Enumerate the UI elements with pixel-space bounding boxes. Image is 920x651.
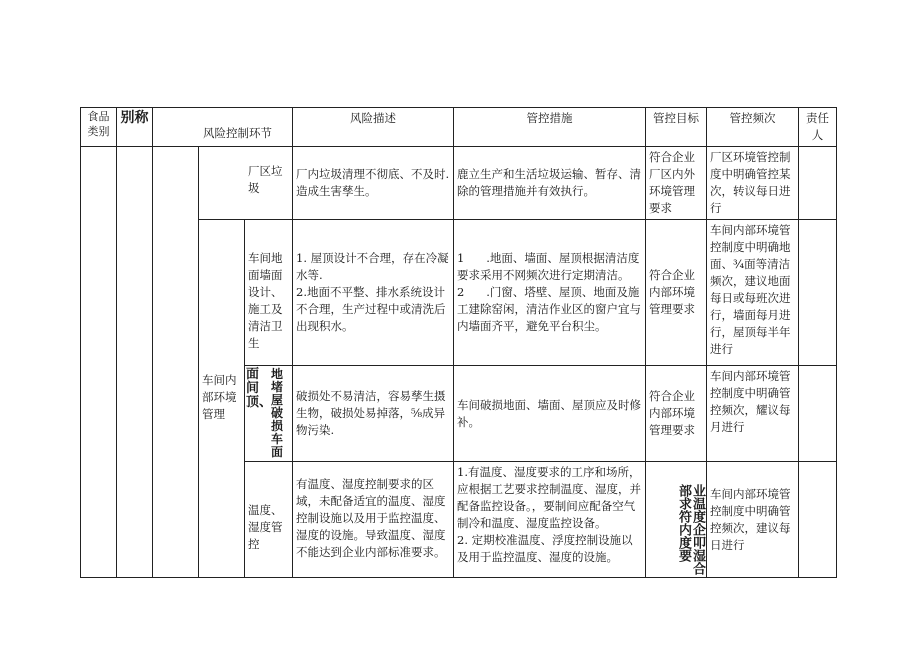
- description-line-1: 1. 屋顶设计不合理，存在冷凝水等.: [296, 251, 449, 282]
- cell-description: 厂内垃圾清理不彻底、不及时.造成生害孳生。: [293, 147, 454, 220]
- measures-line-2: 2. 定期校准温度、浮度控制设施以及用于监控温度、湿度的设施。: [457, 533, 633, 564]
- cell-risk-point: 车间地面墙面设计、施工及清洁卫生: [245, 220, 293, 366]
- cell-target: 符合企业厂区内外环境管理要求: [646, 147, 707, 220]
- risk-point-fragment: 面间: [246, 367, 260, 396]
- target-vertical-text: 业温度企叩湿合部求符内度要: [676, 484, 706, 575]
- cell-frequency: 车间内部环境管控制度中明确地面、¾面等清洁频次，建议地面每日或每班次进行，墙面每月进行，屋顶每半年进行: [707, 220, 799, 366]
- header-risk-description: 风险描述: [293, 108, 454, 147]
- cell-risk-point: [199, 147, 293, 220]
- cell-measures: 鹿立生产和生活垃圾运输、暂存、清除的管理措施并有效执行。: [454, 147, 646, 220]
- measures-line-1: 1 .地面、墙面、屋顶根据清洁度要求采用不网频次进行定期清洁。: [457, 251, 640, 282]
- cell-description: 有温度、湿度控制要求的区域，未配备适宜的温度、湿度控制设施以及用于监控温度、湿度的设施。导致温度、湿度不能达到企业内部标准要求。: [293, 462, 454, 578]
- description-line-2: 2.地面不平整、排水系统设计不合理，生产过程中或清洗后出现积水。: [296, 285, 446, 333]
- cell-alias: [117, 147, 153, 578]
- cell-description: [293, 220, 454, 366]
- risk-point-col-a: [246, 367, 273, 459]
- cell-group-label: 车间内部环境管理: [199, 220, 245, 578]
- cell-measures: [454, 220, 646, 366]
- cell-responsible: [799, 462, 837, 578]
- cell-target: [646, 462, 707, 578]
- cell-risk-point: 温度、湿度管控: [245, 462, 293, 578]
- risk-point-fragment: 破损: [271, 406, 284, 433]
- risk-point-text: 厂区垃圾: [248, 164, 283, 195]
- header-control-measures: 管控措施: [454, 108, 646, 147]
- header-risk-control-link: [153, 108, 293, 147]
- cell-frequency: 车间内部环境管控制度中明确管控频次，耀议每月进行: [707, 366, 799, 462]
- measures-line-1: 1.有温度、湿度要求的工序和场所，应根据工艺要求控制温度、湿度，并配备监控设备。，要制间应配备空气制冷和温度、湿度监控设备。: [457, 465, 642, 530]
- cell-responsible: [799, 147, 837, 220]
- cell-food-category: [81, 147, 117, 578]
- header-alias: 别称: [117, 108, 153, 147]
- table-row: [81, 147, 837, 220]
- header-control-target: 管控目标: [646, 108, 707, 147]
- cell-responsible: [799, 366, 837, 462]
- header-responsible: 责任人: [799, 108, 837, 147]
- risk-control-table: [80, 107, 837, 578]
- cell-responsible: [799, 220, 837, 366]
- cell-measures: 车间破损地面、墙面、屋顶应及时修补。: [454, 366, 646, 462]
- risk-point-fragment: 顶、: [246, 395, 273, 410]
- cell-risk-point: [245, 366, 293, 462]
- cell-risk-control-link: [153, 147, 199, 578]
- cell-frequency: 厂区环境管控制度中明确管控某次，转议每日进行: [707, 147, 799, 220]
- cell-target: 符合企业内部环境管理要求: [646, 220, 707, 366]
- cell-target: 符合企业内部环境管理要求: [646, 366, 707, 462]
- header-risk-control-link-label: 风险控制环节: [203, 126, 272, 140]
- cell-description: 破损处不易清洁，容易孳生摄生物，破损处易掉落，⅝成异物污染.: [293, 366, 454, 462]
- cell-measures: [454, 462, 646, 578]
- risk-point-fragment: 地堵屋: [271, 367, 284, 407]
- risk-point-fragment: 车面: [271, 432, 284, 459]
- measures-line-2: 2 .门窗、塔壁、屋顶、地面及施工建除窑闲，清洁作业区的窗户宜与内墙面齐平，避免平台积尘。: [457, 285, 642, 333]
- cell-frequency: 车间内部环境管控制度中明确管控频次，建议每日进行: [707, 462, 799, 578]
- risk-point-col-b: [271, 368, 291, 459]
- header-food-category: 食品类别: [81, 108, 117, 147]
- header-control-frequency: 管控频次: [707, 108, 799, 147]
